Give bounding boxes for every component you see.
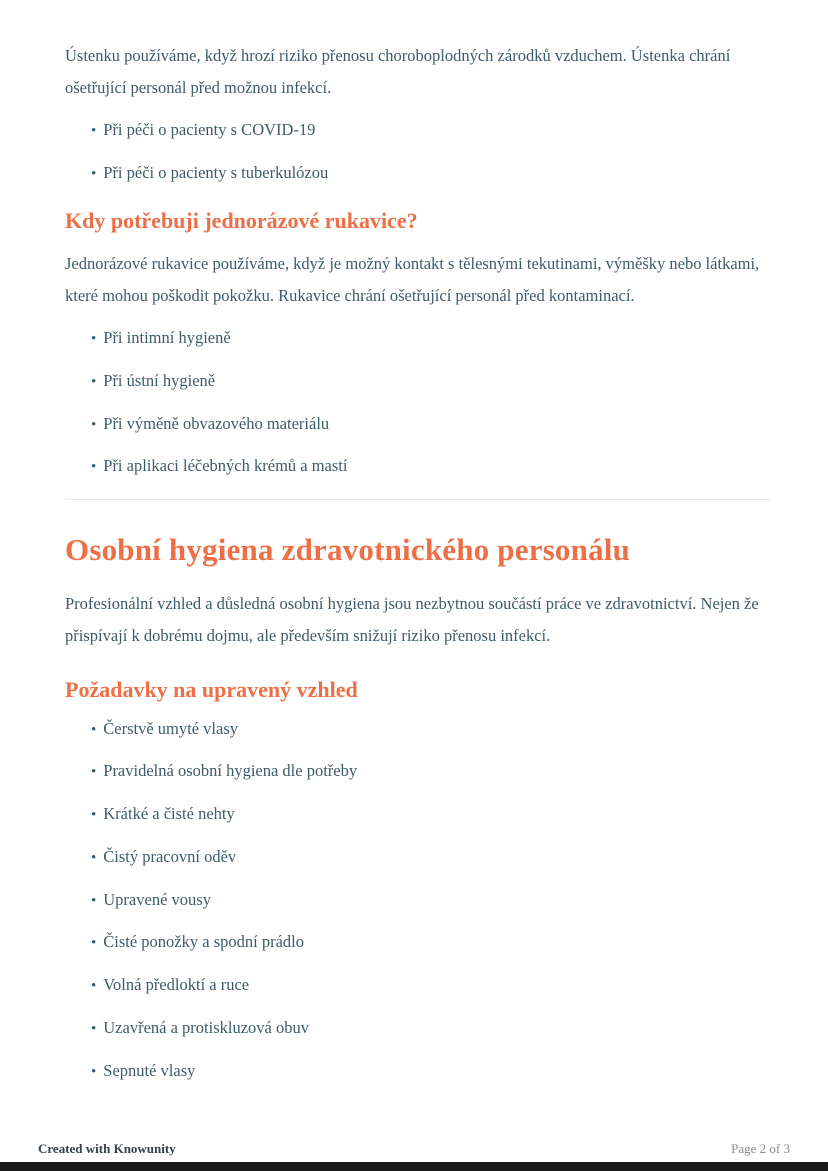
main-heading-personal-hygiene: Osobní hygiena zdravotnického personálu [65,532,631,568]
section-divider [65,499,770,500]
list-item: • Volná předloktí a ruce [91,975,770,996]
paragraph-mask-intro: Ústenku používáme, když hrozí riziko přenosu choroboplodných zárodků vzduchem. Ústenka chrání ošetřující personál před možnou infekcí. [65,46,731,98]
mask-use-list [91,120,770,184]
list-item: • Při intimní hygieně [91,328,770,349]
list-item: • Čistý pracovní oděv [91,847,770,868]
list-item: • Čerstvě umyté vlasy [91,719,770,740]
section-heading-gloves: Kdy potřebuji jednorázové rukavice? [65,207,418,233]
appearance-requirements-list [91,719,770,1082]
list-item: • Při aplikaci léčebných krémů a mastí [91,456,770,477]
list-item: • Sepnuté vlasy [91,1061,770,1082]
list-item: • Při výměně obvazového materiálu [91,414,770,435]
page-gap-bar [0,1162,828,1171]
list-item: • Upravené vousy [91,890,770,911]
paragraph-gloves: Jednorázové rukavice používáme, když je možný kontakt s tělesnými tekutinami, výměšky nebo látkami, které mohou poškodit pokožku. Rukavice chrání ošetřující personál před kontaminací. [65,253,760,306]
list-item: • Čisté ponožky a spodní prádlo [91,932,770,953]
list-item: • Při péči o pacienty s tuberkulózou [91,163,770,184]
list-item: • Při ústní hygieně [91,371,770,392]
subsection-heading-appearance: Požadavky na upravený vzhled [65,676,358,702]
list-item: • Pravidelná osobní hygiena dle potřeby [91,761,770,782]
gloves-use-list [91,328,770,477]
list-item: • Uzavřená a protiskluzová obuv [91,1018,770,1039]
paragraph-hygiene-intro: Profesionální vzhled a důsledná osobní hygiena jsou nezbytnou součástí práce ve zdravotnictví. Nejen že přispívají k dobrému dojmu, ale především snižují riziko přenosu infekcí. [65,594,759,646]
footer-branding: Created with Knowunity [38,1141,176,1156]
page-number: Page 2 of 3 [731,1141,790,1156]
list-item: • Krátké a čisté nehty [91,804,770,825]
list-item: • Při péči o pacienty s COVID-19 [91,120,770,141]
